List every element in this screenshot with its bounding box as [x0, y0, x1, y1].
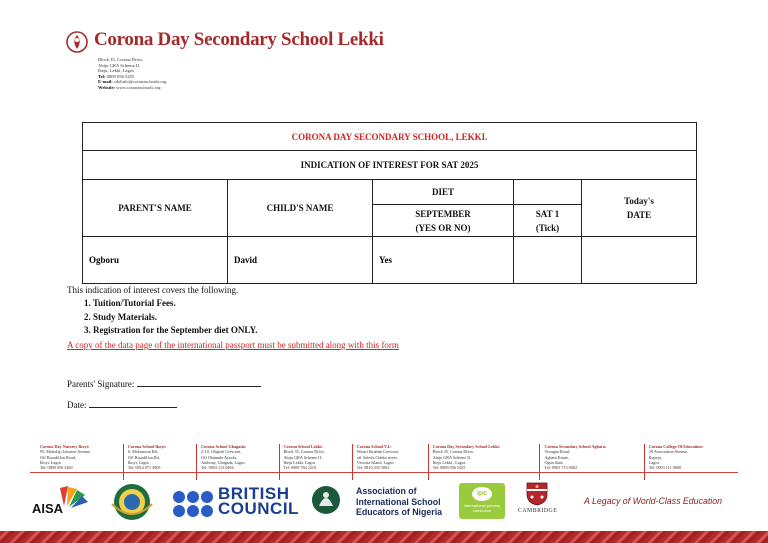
decorative-bottom-band [0, 531, 768, 543]
school-crest-icon [66, 31, 88, 53]
branch-line: Ikoyi, Lagos [127, 459, 150, 465]
aisa-text: AISA [32, 501, 64, 516]
header-september: SEPTEMBER (YES OR NO) [373, 205, 514, 237]
branch-line: Ogun State [544, 459, 564, 465]
interest-form-table [82, 122, 697, 284]
address-line: Ibeju, Lekki, Lagos [98, 68, 134, 74]
branch-line: 6, Mekunwen Rd, [127, 449, 158, 455]
crest-badge-icon [106, 482, 158, 522]
branch-line: Waziri Ibrahim Crescent, [356, 449, 399, 455]
branch-line: Block 35, Corona Drive, [432, 449, 474, 455]
branch-address [196, 444, 278, 480]
signature-row [67, 378, 261, 389]
website-line: Website: www.coronaschools.org [98, 84, 161, 90]
british-council-logo: BRITISH COUNCIL [218, 484, 299, 518]
ipc-logo-text: ipc [472, 487, 492, 501]
email-line: E-mail: cdslinfo@coronaschools.org [98, 79, 167, 85]
branch-line: Ibeju Lekki, Lagos [283, 459, 316, 465]
form-heading: INDICATION OF INTEREST FOR SAT 2025 [83, 151, 697, 180]
header-parent-name: PARENT'S NAME [83, 180, 228, 237]
cambridge-shield-icon [526, 482, 548, 506]
branch-line: Tel: 0909 784 2219 [283, 465, 317, 471]
ipc-logo-subtext: international primary curriculum [463, 503, 501, 513]
header-diet-blank [514, 180, 582, 205]
branch-line: 29 Association Avenue, [648, 449, 689, 455]
branch-line: Lagos. [648, 459, 661, 465]
school-title: Corona Day Secondary School Lekki [94, 29, 384, 50]
branch-title: Corona College Of Education: [648, 444, 704, 449]
branch-line: Ibeju Lekki , Lagos [432, 459, 466, 465]
parent-name-field[interactable]: Ogboru [83, 237, 228, 284]
branch-line: Block 35, Corona Drive, [283, 449, 325, 455]
branch-line: Tel: 0903 113 0494 [201, 465, 234, 471]
branch-title: Corona School Gbagada: [201, 444, 247, 449]
branch-line: Ikoyi, Lagos [40, 459, 62, 465]
branch-address [40, 444, 123, 480]
passport-notice: A copy of the data page of the international passport must be submitted along with this form [67, 340, 399, 350]
branch-title: Corona School Ikoyi: [127, 444, 166, 449]
branch-address [644, 444, 740, 480]
date-label: Date: [67, 400, 87, 410]
coverage-item: 1. Tuition/Tutorial Fees. [84, 298, 176, 308]
coverage-list [84, 297, 258, 338]
branch-line: Off Bourdillon Road, [40, 454, 76, 460]
school-address [98, 57, 166, 91]
branch-line: Agbara Estate, [544, 454, 570, 460]
coverage-item: 2. Study Materials. [84, 311, 157, 322]
branch-title: Corona School V.I.: [356, 444, 392, 449]
header-todays-date: Today's DATE [582, 180, 697, 237]
branch-line: 2-10, Olupide Crescent, [201, 449, 242, 455]
branch-line: Off Olatunde Ayoola, [201, 454, 238, 460]
british-council-dots-icon [171, 490, 215, 518]
branch-address [428, 444, 540, 480]
aisen-logo-text: Association of International School Educators of Nigeria [356, 486, 443, 517]
branch-address [539, 444, 643, 480]
aisa-logo-icon [30, 484, 100, 516]
branch-line: Tel: 0814 071 4905 [127, 465, 161, 471]
child-name-field[interactable]: David [228, 237, 373, 284]
header-sat1: SAT 1 (Tick) [514, 205, 582, 237]
branch-line: Ilupeju, [648, 454, 662, 460]
tel-line: Tel: 0809 056 5455 [98, 73, 135, 79]
tagline: A Legacy of World-Class Education [584, 496, 723, 506]
branch-line: Tel: 0903 713 9002 [544, 465, 578, 471]
branch-line: Tel: 0809 056 5455 [432, 465, 466, 471]
branch-line: Anthony, Gbagada, Lagos [201, 459, 245, 465]
signature-label: Parents' Signature: [67, 379, 135, 389]
cambridge-logo-text: CAMBRIDGE [518, 508, 558, 514]
address-line: Abiju GRA Scheme II, [98, 62, 141, 68]
branch-address [279, 444, 352, 480]
branch-line: Tel: 0809 056 5469 [40, 465, 73, 471]
aisen-emblem-icon [311, 484, 341, 516]
branch-line: Off Bourdillon Rd, [127, 454, 160, 460]
intro-text: This indication of interest covers the following. [67, 285, 239, 295]
branch-line: Tel: 0903 111 0000 [648, 465, 682, 471]
branch-line: Yeoagua Road, [544, 449, 570, 455]
signature-line[interactable] [137, 378, 261, 387]
branch-line: Abiju GRA Scheme II, [432, 454, 472, 460]
branch-line: Tel: 0810 435 5003 [356, 465, 390, 471]
september-field[interactable]: Yes [373, 237, 514, 284]
sat1-tick-field[interactable] [514, 237, 582, 284]
branch-directory [40, 444, 740, 480]
header-diet: DIET [373, 180, 514, 205]
branch-title: Corona Day Nursery Ikoyi: [40, 444, 90, 449]
branch-title: Corona Day Secondary School Lekki: [432, 444, 501, 449]
date-line[interactable] [89, 399, 177, 408]
branch-line: off Adeola Odeku street, [356, 454, 398, 460]
date-row [67, 399, 177, 410]
address-line: Block 35, Corona Drive, [98, 57, 144, 62]
header-child-name: CHILD'S NAME [228, 180, 373, 237]
branch-title: Corona Secondary School Agbara: [544, 444, 607, 449]
coverage-item: 3. Registration for the September diet ONLY. [84, 325, 258, 335]
branch-line: Abiju GRA Scheme II, [283, 454, 322, 460]
branch-title: Corona School Lekki: [283, 444, 323, 449]
branch-address [352, 444, 428, 480]
school-heading: CORONA DAY SECONDARY SCHOOL, LEKKI. [83, 123, 697, 151]
branch-line: 95, Mobolaji Johnson Avenue, [40, 449, 91, 455]
footer-divider [30, 472, 738, 473]
branch-address [123, 444, 196, 480]
branch-line: Victoria Island, Lagos [356, 459, 394, 465]
todays-date-field[interactable] [582, 237, 697, 284]
